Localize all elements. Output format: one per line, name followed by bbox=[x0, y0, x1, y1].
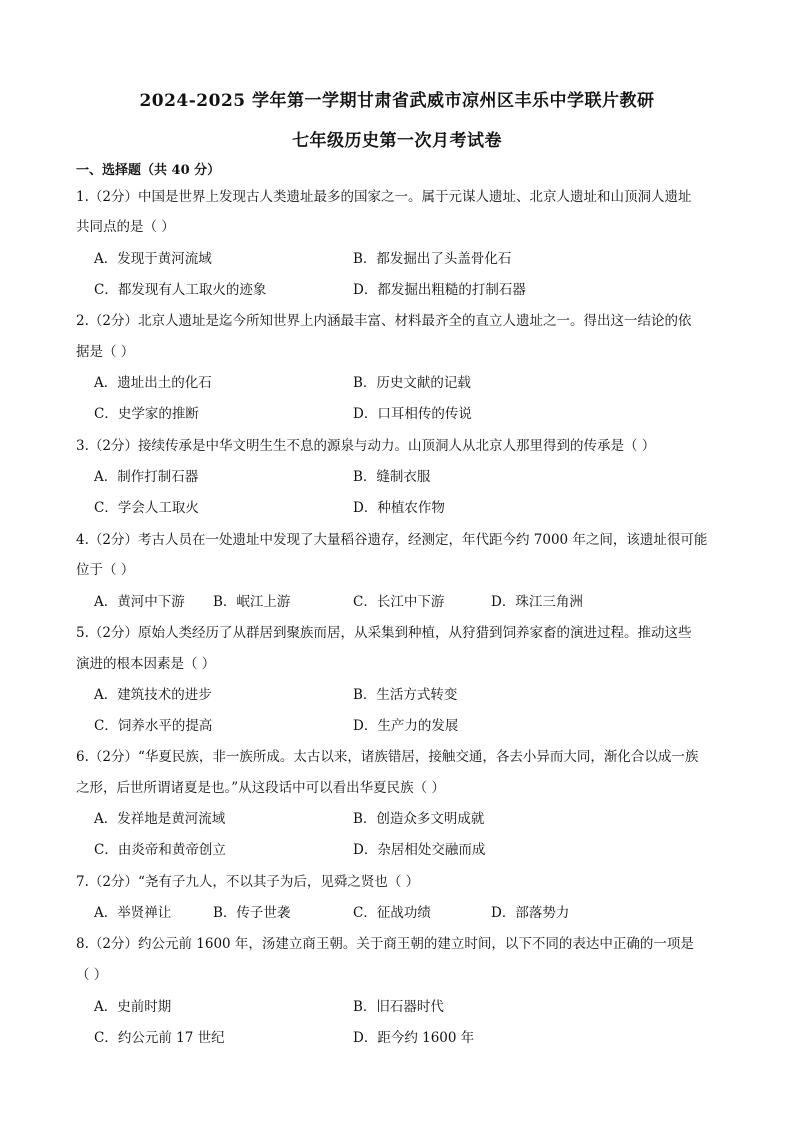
question-4-text-cont: 位于（ ） bbox=[76, 562, 135, 578]
q1-option-d[interactable]: D．都发掘出粗糙的打制石器 bbox=[353, 282, 526, 298]
question-8-text: 8.（2分）约公元前 1600 年，汤建立商王朝。关于商王朝的建立时间，以下不同的表达中正确的一项是 bbox=[76, 936, 694, 952]
q2-option-b[interactable]: B．历史文献的记载 bbox=[353, 375, 471, 391]
q7-option-a[interactable]: A．举贤禅让 bbox=[94, 905, 172, 921]
q6-option-b[interactable]: B．创造众多文明成就 bbox=[353, 811, 485, 827]
q8-option-b[interactable]: B．旧石器时代 bbox=[353, 999, 444, 1015]
q8-option-d[interactable]: D．距今约 1600 年 bbox=[353, 1030, 475, 1046]
q3-option-b[interactable]: B．缝制衣服 bbox=[353, 469, 431, 485]
exam-title-line-2: 七年级历史第一次月考试卷 bbox=[292, 131, 502, 151]
q4-option-c[interactable]: C．长江中下游 bbox=[353, 594, 445, 610]
q6-option-c[interactable]: C．由炎帝和黄帝创立 bbox=[94, 842, 226, 858]
q5-option-b[interactable]: B．生活方式转变 bbox=[353, 687, 458, 703]
question-5-text: 5.（2分）原始人类经历了从群居到聚族而居，从采集到种植，从狩猎到饲养家畜的演进过程。推动这些 bbox=[76, 625, 692, 641]
question-4-text: 4.（2分）考古人员在一处遗址中发现了大量稻谷遗存，经测定，年代距今约 7000 年之间，该遗址很可能 bbox=[76, 532, 708, 548]
q4-option-b[interactable]: B．岷江上游 bbox=[213, 594, 291, 610]
q4-option-d[interactable]: D．珠江三角洲 bbox=[491, 594, 583, 610]
q3-option-a[interactable]: A．制作打制石器 bbox=[94, 469, 199, 485]
q7-option-c[interactable]: C．征战功绩 bbox=[353, 905, 431, 921]
question-6-text: 6.（2分）“华夏民族，非一族所成。太古以来，诸族错居，接触交通，各去小异而大同，渐化合以成一族 bbox=[76, 749, 699, 765]
q5-option-c[interactable]: C．饲养水平的提高 bbox=[94, 718, 213, 734]
question-1-text: 1.（2分）中国是世界上发现古人类遗址最多的国家之一。属于元谋人遗址、北京人遗址和山顶洞人遗址 bbox=[76, 189, 692, 205]
question-3-text: 3.（2分）接续传承是中华文明生生不息的源泉与动力。山顶洞人从北京人那里得到的传承是（ ） bbox=[76, 438, 656, 454]
question-2-text: 2.（2分）北京人遗址是迄今所知世界上内涵最丰富、材料最齐全的直立人遗址之一。得出这一结论的依 bbox=[76, 313, 692, 329]
q7-option-b[interactable]: B．传子世袭 bbox=[213, 905, 291, 921]
q1-option-a[interactable]: A．发现于黄河流域 bbox=[94, 251, 212, 267]
q1-option-b[interactable]: B．都发掘出了头盖骨化石 bbox=[353, 251, 512, 267]
q6-option-a[interactable]: A．发祥地是黄河流域 bbox=[94, 811, 226, 827]
question-5-text-cont: 演进的根本因素是（ ） bbox=[76, 656, 216, 672]
q6-option-d[interactable]: D．杂居相处交融而成 bbox=[353, 842, 486, 858]
q8-option-c[interactable]: C．约公元前 17 世纪 bbox=[94, 1030, 225, 1046]
section-heading: 一、选择题（共 40 分） bbox=[76, 163, 221, 178]
question-2-text-cont: 据是（ ） bbox=[76, 344, 135, 360]
q5-option-a[interactable]: A．建筑技术的进步 bbox=[94, 687, 212, 703]
question-1-text-cont: 共同点的是（ ） bbox=[76, 219, 175, 235]
exam-title-line-1: 2024-2025 学年第一学期甘肃省武威市凉州区丰乐中学联片教研 bbox=[139, 91, 655, 111]
q3-option-d[interactable]: D．种植农作物 bbox=[353, 500, 445, 516]
question-7-text: 7.（2分）“尧有子九人，不以其子为后，见舜之贤也（ ） bbox=[76, 874, 420, 890]
question-8-text-cont: （ ） bbox=[76, 967, 108, 983]
q1-option-c[interactable]: C．都发现有人工取火的迹象 bbox=[94, 282, 267, 298]
question-6-text-cont: 之形，后世所谓诸夏是也。”从这段话中可以看出华夏民族（ ） bbox=[76, 780, 445, 796]
q3-option-c[interactable]: C．学会人工取火 bbox=[94, 500, 199, 516]
q5-option-d[interactable]: D．生产力的发展 bbox=[353, 718, 459, 734]
q2-option-c[interactable]: C．史学家的推断 bbox=[94, 406, 199, 422]
q4-option-a[interactable]: A．黄河中下游 bbox=[94, 594, 185, 610]
q2-option-d[interactable]: D．口耳相传的传说 bbox=[353, 406, 472, 422]
q8-option-a[interactable]: A．史前时期 bbox=[94, 999, 172, 1015]
q7-option-d[interactable]: D．部落势力 bbox=[491, 905, 570, 921]
q2-option-a[interactable]: A．遗址出土的化石 bbox=[94, 375, 212, 391]
